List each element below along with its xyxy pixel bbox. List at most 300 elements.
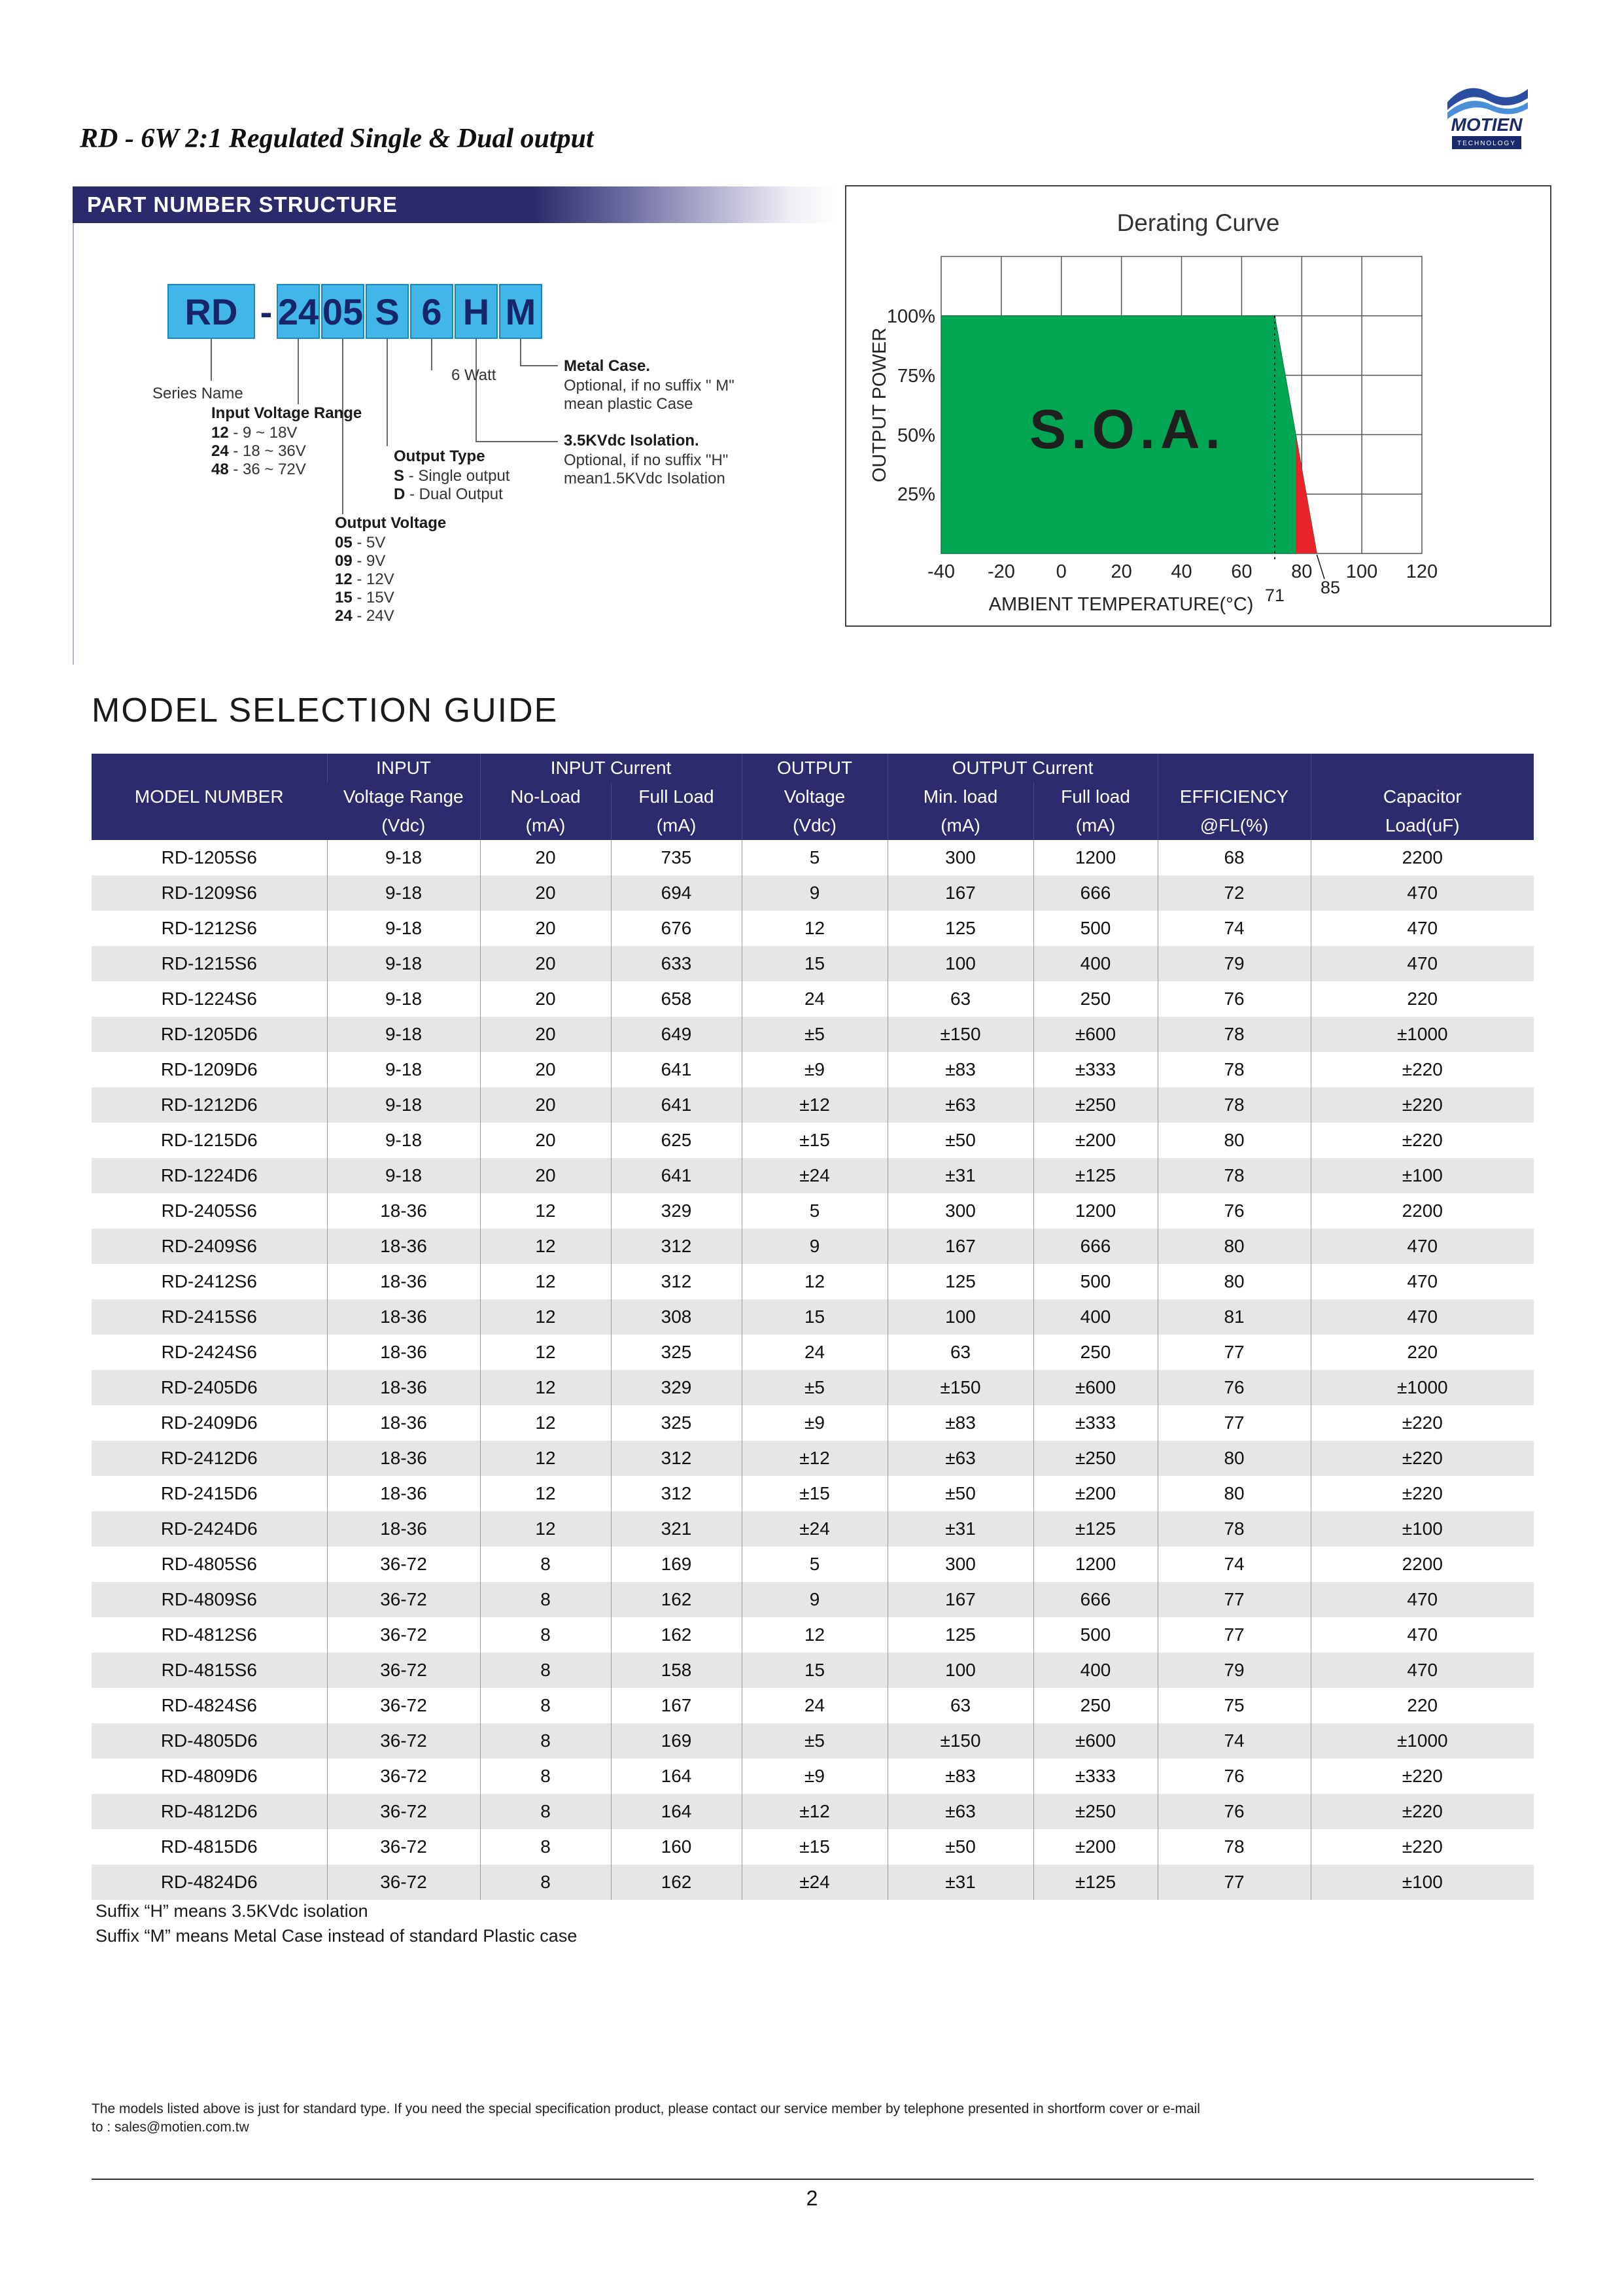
table-cell: ±83: [888, 1405, 1033, 1441]
table-cell: ±24: [742, 1511, 888, 1547]
table-cell: 12: [480, 1441, 611, 1476]
table-cell: 15: [742, 946, 888, 981]
table-cell: RD-4809S6: [161, 1589, 257, 1609]
col-model-number: MODEL NUMBER: [92, 754, 327, 840]
motien-logo: [1438, 76, 1536, 154]
table-cell: 470: [1311, 1582, 1534, 1617]
table-cell: ±50: [888, 1123, 1033, 1158]
max-temp-tick: [1317, 555, 1324, 579]
table-cell: RD-2405S6: [161, 1200, 257, 1221]
table-cell: 12: [742, 911, 888, 946]
output-voltage-item: 15 - 15V: [335, 589, 394, 606]
table-cell: 36-72: [327, 1759, 480, 1794]
unit-ma-noload: (mA): [480, 811, 611, 840]
table-cell: 300: [888, 840, 1033, 875]
table-cell: ±150: [888, 1017, 1033, 1052]
table-cell: 649: [611, 1017, 742, 1052]
table-cell: RD-1215D6: [160, 1130, 258, 1150]
table-cell: 18-36: [327, 1335, 480, 1370]
isolation-desc-1: Optional, if no suffix "H": [564, 451, 729, 469]
col-voltage-range: Voltage Range: [327, 782, 480, 811]
table-cell: 9-18: [327, 1052, 480, 1087]
table-cell: 9: [742, 1582, 888, 1617]
table-cell: ±200: [1033, 1123, 1158, 1158]
table-cell: ±333: [1033, 1759, 1158, 1794]
knee-temp-label: 71: [1264, 586, 1285, 605]
table-cell: 167: [888, 1229, 1033, 1264]
svg-text:75%: 75%: [897, 366, 935, 387]
table-cell: ±200: [1033, 1476, 1158, 1511]
table-row: [92, 1547, 1534, 1582]
table-cell: ±24: [742, 1158, 888, 1193]
table-cell: 20: [480, 1087, 611, 1123]
connector-case: [520, 339, 521, 366]
table-cell: 100: [888, 946, 1033, 981]
unit-ma-minload: (mA): [888, 811, 1033, 840]
table-cell: 76: [1158, 1759, 1311, 1794]
metal-case-desc-2: mean plastic Case: [564, 395, 693, 413]
table-cell: 125: [888, 911, 1033, 946]
table-row: [92, 1653, 1534, 1688]
table-cell: 400: [1033, 946, 1158, 981]
table-cell: 8: [480, 1759, 611, 1794]
table-cell: 77: [1158, 1865, 1311, 1900]
table-cell: RD-2424D6: [160, 1518, 258, 1539]
table-cell: 9: [742, 875, 888, 911]
table-cell: 12: [480, 1405, 611, 1441]
table-cell: ±5: [742, 1370, 888, 1405]
table-row: [92, 911, 1534, 946]
table-cell: 329: [611, 1193, 742, 1229]
section-left-rule: [73, 223, 74, 665]
table-row: [92, 1582, 1534, 1617]
table-row: [92, 1123, 1534, 1158]
table-cell: ±100: [1311, 1511, 1534, 1547]
table-cell: ±125: [1033, 1865, 1158, 1900]
svg-text:120: 120: [1406, 561, 1438, 582]
table-cell: RD-1215S6: [161, 953, 257, 973]
table-row: [92, 1723, 1534, 1759]
table-cell: ±1000: [1311, 1370, 1534, 1405]
table-cell: 5: [742, 1193, 888, 1229]
table-cell: ±15: [742, 1829, 888, 1865]
table-cell: 169: [611, 1723, 742, 1759]
table-cell: 470: [1311, 946, 1534, 981]
table-cell: 80: [1158, 1229, 1311, 1264]
table-cell: ±12: [742, 1087, 888, 1123]
table-row: [92, 1335, 1534, 1370]
table-cell: 18-36: [327, 1229, 480, 1264]
pn-box-case: M: [499, 284, 542, 339]
footer-note-line2: to : sales@motien.com.tw: [92, 2120, 249, 2135]
table-cell: 2200: [1311, 1193, 1534, 1229]
table-cell: 74: [1158, 911, 1311, 946]
table-cell: ±63: [888, 1441, 1033, 1476]
page-title: RD - 6W 2:1 Regulated Single & Dual output: [80, 124, 594, 154]
table-cell: 20: [480, 1052, 611, 1087]
derating-curve-chart: [846, 186, 1550, 625]
table-cell: 80: [1158, 1441, 1311, 1476]
table-row: [92, 1299, 1534, 1335]
table-cell: ±220: [1311, 1087, 1534, 1123]
table-cell: 400: [1033, 1653, 1158, 1688]
table-cell: 20: [480, 1017, 611, 1052]
table-cell: 500: [1033, 1617, 1158, 1653]
y-axis-ticks: [887, 306, 935, 505]
table-cell: RD-4805S6: [161, 1554, 257, 1574]
table-cell: RD-2412S6: [161, 1271, 257, 1291]
input-voltage-item: 48 - 36 ~ 72V: [211, 461, 306, 478]
table-cell: 15: [742, 1299, 888, 1335]
unit-vdc-out: (Vdc): [742, 811, 888, 840]
table-cell: 8: [480, 1688, 611, 1723]
table-row: [92, 981, 1534, 1017]
connector-isolation: [475, 339, 477, 442]
table-cell: 125: [888, 1264, 1033, 1299]
table-cell: 9-18: [327, 1087, 480, 1123]
output-type-title: Output Type: [394, 447, 485, 465]
table-cell: 1200: [1033, 1193, 1158, 1229]
table-cell: 308: [611, 1299, 742, 1335]
table-cell: 12: [742, 1617, 888, 1653]
model-selection-title: MODEL SELECTION GUIDE: [92, 692, 559, 729]
table-cell: 167: [611, 1688, 742, 1723]
table-cell: 5: [742, 840, 888, 875]
footer-note: [92, 2100, 1537, 2137]
table-cell: RD-4824S6: [161, 1695, 257, 1715]
svg-text:-20: -20: [987, 561, 1015, 582]
table-cell: RD-1224S6: [161, 989, 257, 1009]
table-cell: 8: [480, 1794, 611, 1829]
connector-series: [211, 339, 212, 381]
model-table-body: [92, 840, 1534, 1900]
motien-logo-graphic: [1438, 76, 1536, 154]
table-cell: 68: [1158, 840, 1311, 875]
table-cell: RD-2409D6: [160, 1412, 258, 1433]
table-row: [92, 1229, 1534, 1264]
table-cell: ±5: [742, 1723, 888, 1759]
table-cell: RD-1205S6: [161, 847, 257, 867]
table-cell: 250: [1033, 1335, 1158, 1370]
logo-text: MOTIEN: [1451, 114, 1523, 135]
table-row: [92, 1759, 1534, 1794]
table-cell: ±220: [1311, 1405, 1534, 1441]
table-cell: ±250: [1033, 1441, 1158, 1476]
table-cell: 20: [480, 946, 611, 981]
table-cell: ±12: [742, 1441, 888, 1476]
metal-case-desc-1: Optional, if no suffix " M": [564, 377, 734, 394]
table-cell: 633: [611, 946, 742, 981]
table-cell: 470: [1311, 1653, 1534, 1688]
table-cell: ±220: [1311, 1476, 1534, 1511]
table-cell: 20: [480, 981, 611, 1017]
table-row: [92, 1052, 1534, 1087]
table-cell: 160: [611, 1829, 742, 1865]
table-cell: 312: [611, 1229, 742, 1264]
table-cell: 79: [1158, 1653, 1311, 1688]
col-efficiency: EFFICIENCY: [1158, 782, 1311, 811]
table-cell: ±83: [888, 1759, 1033, 1794]
table-row: [92, 1617, 1534, 1653]
table-cell: 164: [611, 1759, 742, 1794]
table-cell: ±220: [1311, 1052, 1534, 1087]
table-cell: 1200: [1033, 1547, 1158, 1582]
table-cell: 76: [1158, 1370, 1311, 1405]
table-cell: RD-1224D6: [160, 1165, 258, 1185]
table-row: [92, 1829, 1534, 1865]
metal-case-legend: [564, 357, 734, 413]
table-cell: ±250: [1033, 1794, 1158, 1829]
pn-dash: -: [260, 290, 273, 332]
table-cell: 24: [742, 1335, 888, 1370]
connector-isolation-h: [475, 441, 558, 442]
table-cell: 8: [480, 1653, 611, 1688]
unit-ma-fullload-in: (mA): [611, 811, 742, 840]
table-cell: 76: [1158, 981, 1311, 1017]
y-axis-label: OUTPUT POWER: [869, 327, 890, 483]
table-cell: ±220: [1311, 1829, 1534, 1865]
table-cell: 8: [480, 1829, 611, 1865]
table-cell: 63: [888, 981, 1033, 1017]
output-voltage-item: 05 - 5V: [335, 534, 386, 552]
pn-box-series: RD: [167, 284, 255, 339]
table-cell: 80: [1158, 1476, 1311, 1511]
col-capacitor: Capacitor: [1311, 782, 1534, 811]
col-no-load: No-Load: [480, 782, 611, 811]
pn-box-output-type: S: [366, 284, 409, 339]
table-cell: RD-1205D6: [160, 1024, 258, 1044]
output-voltage-title: Output Voltage: [335, 514, 447, 532]
table-cell: 36-72: [327, 1723, 480, 1759]
table-cell: 676: [611, 911, 742, 946]
table-cell: 9-18: [327, 911, 480, 946]
table-cell: ±125: [1033, 1158, 1158, 1193]
table-cell: ±9: [742, 1759, 888, 1794]
col-output-voltage: Voltage: [742, 782, 888, 811]
svg-text:-40: -40: [927, 561, 955, 582]
col-min-load: Min. load: [888, 782, 1033, 811]
table-cell: ±9: [742, 1405, 888, 1441]
table-cell: 79: [1158, 946, 1311, 981]
col-group-output: OUTPUT: [742, 754, 888, 782]
table-cell: 164: [611, 1794, 742, 1829]
table-cell: 78: [1158, 1087, 1311, 1123]
table-cell: 9: [742, 1229, 888, 1264]
table-cell: 75: [1158, 1688, 1311, 1723]
table-cell: 80: [1158, 1123, 1311, 1158]
pn-box-input-voltage: 24: [277, 284, 320, 339]
table-cell: ±220: [1311, 1759, 1534, 1794]
model-selection-table: [92, 754, 1534, 1900]
table-cell: RD-4812D6: [160, 1801, 258, 1821]
connector-wattage: [431, 339, 432, 370]
connector-case-h: [520, 365, 558, 366]
table-cell: 1200: [1033, 840, 1158, 875]
table-cell: ±31: [888, 1511, 1033, 1547]
table-cell: RD-4812S6: [161, 1624, 257, 1645]
pn-box-output-voltage: 05: [321, 284, 364, 339]
table-cell: 329: [611, 1370, 742, 1405]
table-cell: 20: [480, 911, 611, 946]
table-cell: ±220: [1311, 1441, 1534, 1476]
unit-capacitor: Load(uF): [1311, 811, 1534, 840]
part-number-banner: PART NUMBER STRUCTURE: [73, 186, 838, 223]
table-cell: 20: [480, 840, 611, 875]
input-voltage-item: 12 - 9 ~ 18V: [211, 424, 298, 442]
footer-rule: [92, 2179, 1534, 2180]
table-cell: 12: [480, 1264, 611, 1299]
table-cell: 78: [1158, 1052, 1311, 1087]
table-cell: 125: [888, 1617, 1033, 1653]
table-cell: ±220: [1311, 1123, 1534, 1158]
table-cell: 12: [480, 1335, 611, 1370]
table-row: [92, 1688, 1534, 1723]
svg-text:80: 80: [1291, 561, 1313, 582]
table-cell: ±600: [1033, 1370, 1158, 1405]
table-row: [92, 1264, 1534, 1299]
table-cell: 167: [888, 875, 1033, 911]
table-cell: ±31: [888, 1158, 1033, 1193]
table-cell: 36-72: [327, 1829, 480, 1865]
table-cell: 325: [611, 1405, 742, 1441]
table-cell: 220: [1311, 981, 1534, 1017]
table-cell: 666: [1033, 1229, 1158, 1264]
table-cell: RD-2405D6: [160, 1377, 258, 1397]
wattage-label: 6 Watt: [451, 366, 496, 384]
table-cell: 24: [742, 1688, 888, 1723]
table-cell: RD-2415S6: [161, 1306, 257, 1327]
pn-box-wattage: 6: [410, 284, 453, 339]
svg-text:50%: 50%: [897, 425, 935, 446]
table-cell: ±50: [888, 1829, 1033, 1865]
table-row: [92, 946, 1534, 981]
suffix-notes: [95, 1899, 577, 1948]
table-cell: 36-72: [327, 1688, 480, 1723]
suffix-note-m: Suffix “M” means Metal Case instead of standard Plastic case: [95, 1926, 578, 1946]
table-cell: 9-18: [327, 1158, 480, 1193]
table-cell: 641: [611, 1158, 742, 1193]
unit-ma-fullload-out: (mA): [1033, 811, 1158, 840]
table-cell: 18-36: [327, 1299, 480, 1335]
suffix-note-h: Suffix “H” means 3.5KVdc isolation: [95, 1901, 368, 1921]
table-cell: 2200: [1311, 1547, 1534, 1582]
table-row: [92, 1158, 1534, 1193]
table-cell: RD-2415D6: [160, 1483, 258, 1503]
table-cell: 162: [611, 1617, 742, 1653]
table-cell: 470: [1311, 911, 1534, 946]
table-cell: 500: [1033, 1264, 1158, 1299]
table-cell: RD-1209D6: [160, 1059, 258, 1079]
table-cell: 312: [611, 1476, 742, 1511]
table-cell: 77: [1158, 1617, 1311, 1653]
output-voltage-legend: [335, 514, 446, 625]
table-cell: 36-72: [327, 1865, 480, 1900]
table-cell: 20: [480, 1123, 611, 1158]
table-cell: 9-18: [327, 840, 480, 875]
svg-text:20: 20: [1111, 561, 1132, 582]
table-cell: 76: [1158, 1794, 1311, 1829]
table-row: [92, 1017, 1534, 1052]
input-voltage-legend: [211, 404, 362, 479]
table-cell: 162: [611, 1865, 742, 1900]
table-cell: ±1000: [1311, 1723, 1534, 1759]
table-cell: ±100: [1311, 1158, 1534, 1193]
table-cell: 72: [1158, 875, 1311, 911]
table-cell: 8: [480, 1865, 611, 1900]
output-type-item: S - Single output: [394, 467, 510, 485]
table-cell: 312: [611, 1441, 742, 1476]
input-voltage-title: Input Voltage Range: [211, 404, 362, 422]
table-cell: 78: [1158, 1158, 1311, 1193]
table-row: [92, 1193, 1534, 1229]
table-cell: 625: [611, 1123, 742, 1158]
table-row: [92, 1370, 1534, 1405]
table-cell: 78: [1158, 1511, 1311, 1547]
output-type-legend: [394, 447, 510, 504]
page-number: 2: [806, 2186, 818, 2210]
svg-text:60: 60: [1231, 561, 1253, 582]
table-cell: 18-36: [327, 1370, 480, 1405]
table-cell: 500: [1033, 911, 1158, 946]
output-voltage-item: 24 - 24V: [335, 607, 394, 625]
col-group-capacitor-spacer: [1311, 754, 1534, 782]
table-cell: 250: [1033, 1688, 1158, 1723]
table-cell: 641: [611, 1087, 742, 1123]
table-cell: 5: [742, 1547, 888, 1582]
table-cell: RD-2412D6: [160, 1448, 258, 1468]
output-voltage-item: 12 - 12V: [335, 570, 394, 588]
table-row: [92, 1511, 1534, 1547]
table-cell: 77: [1158, 1335, 1311, 1370]
table-cell: 9-18: [327, 946, 480, 981]
table-cell: 78: [1158, 1017, 1311, 1052]
table-cell: 8: [480, 1582, 611, 1617]
table-cell: ±200: [1033, 1829, 1158, 1865]
max-temp-label: 85: [1320, 578, 1341, 597]
table-row: [92, 875, 1534, 911]
output-voltage-item: 09 - 9V: [335, 552, 386, 570]
table-cell: 12: [480, 1476, 611, 1511]
table-cell: 100: [888, 1299, 1033, 1335]
table-row: [92, 1865, 1534, 1900]
logo-subtext: TECHNOLOGY: [1457, 140, 1517, 147]
table-cell: RD-2424S6: [161, 1342, 257, 1362]
table-cell: RD-1209S6: [161, 883, 257, 903]
table-cell: 9-18: [327, 981, 480, 1017]
table-row: [92, 1087, 1534, 1123]
table-cell: ±83: [888, 1052, 1033, 1087]
unit-efficiency: @FL(%): [1158, 811, 1311, 840]
table-cell: 36-72: [327, 1653, 480, 1688]
output-type-item: D - Dual Output: [394, 485, 503, 503]
table-cell: 641: [611, 1052, 742, 1087]
svg-text:100: 100: [1345, 561, 1378, 582]
table-cell: 76: [1158, 1193, 1311, 1229]
table-cell: 36-72: [327, 1547, 480, 1582]
table-cell: ±600: [1033, 1017, 1158, 1052]
table-cell: RD-2409S6: [161, 1236, 257, 1256]
metal-case-title: Metal Case.: [564, 357, 651, 375]
table-cell: ±333: [1033, 1052, 1158, 1087]
isolation-title: 3.5KVdc Isolation.: [564, 432, 699, 449]
connector-input-voltage: [298, 339, 299, 404]
table-cell: 63: [888, 1688, 1033, 1723]
table-row: [92, 1476, 1534, 1511]
x-axis-label: AMBIENT TEMPERATURE(°C): [988, 594, 1254, 615]
table-cell: 78: [1158, 1829, 1311, 1865]
table-cell: RD-1212D6: [160, 1095, 258, 1115]
table-cell: 12: [480, 1299, 611, 1335]
